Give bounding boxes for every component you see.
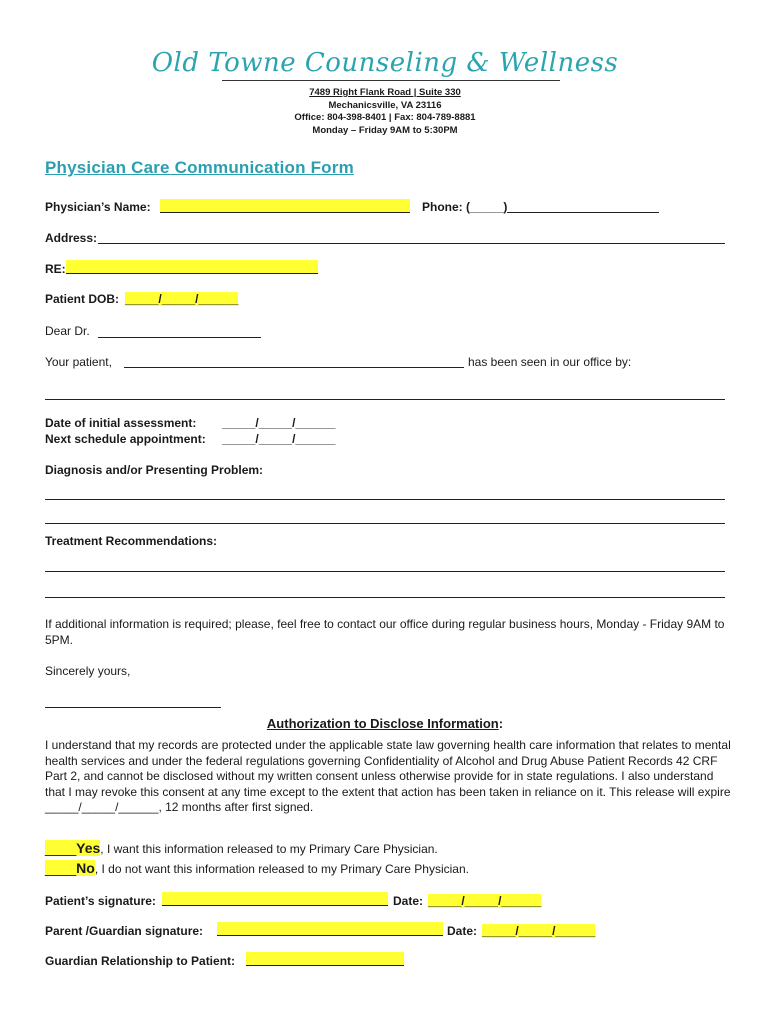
patient-date-label: Date: <box>393 894 424 908</box>
clinic-phone: Office: 804-398-8401 | Fax: 804-789-8881 <box>294 112 476 123</box>
guardian-date-label: Date: <box>447 924 478 938</box>
diagnosis-line-2[interactable] <box>45 510 725 524</box>
patient-signature-field[interactable] <box>162 892 388 906</box>
sincerely-text: Sincerely yours, <box>45 664 131 678</box>
patient-date-field[interactable]: _____/_____/______ <box>428 894 542 908</box>
no-word: No <box>76 860 95 876</box>
authorization-title: Authorization to Disclose Information: <box>266 716 504 731</box>
logo-underline <box>222 80 560 81</box>
guardian-date-field[interactable]: _____/_____/______ <box>482 924 596 938</box>
seen-by-text: has been seen in our office by: <box>468 355 632 369</box>
next-appointment-field[interactable]: _____/_____/______ <box>222 432 336 446</box>
contact-paragraph: If additional information is required; please, feel free to contact our office during regular business hours, Monday - Friday 9AM to 5PM. <box>45 617 725 647</box>
patient-dob-field[interactable]: _____/_____/______ <box>125 292 239 306</box>
doctor-name-field[interactable] <box>98 324 261 338</box>
phone-field[interactable] <box>507 199 659 213</box>
initial-assessment-label: Date of initial assessment: <box>45 416 197 430</box>
dear-doctor-label: Dear Dr. <box>45 324 90 338</box>
treatment-line-1[interactable] <box>45 558 725 572</box>
diagnosis-line-1[interactable] <box>45 486 725 500</box>
diagnosis-label: Diagnosis and/or Presenting Problem: <box>45 463 264 477</box>
guardian-signature-field[interactable] <box>217 922 443 936</box>
authorization-body: I understand that my records are protected under the applicable state law governing health care information that relates to mental health services and under the federal regulations governing Confidentiality of Alcohol and Drug Abuse Patient Records 42 CRF Part 2, and cannot be disclosed without my written consent unless otherwise provide for in state regulations. I also understand that I may revoke this consent at any time except to the extent that action has been taken in reliance on it. This release will expire _____/_____/______, 12 months after first signed. <box>45 738 731 814</box>
clinic-logo: Old Towne Counseling & Wellness <box>151 48 619 78</box>
address-field[interactable] <box>98 230 725 244</box>
patient-name-field[interactable] <box>124 354 464 368</box>
treatment-line-2[interactable] <box>45 584 725 598</box>
guardian-relationship-field[interactable] <box>246 952 404 966</box>
clinic-hours: Monday – Friday 9AM to 5:30PM <box>312 125 458 136</box>
no-option[interactable]: ____No, I do not want this information released to my Primary Care Physician. <box>45 860 469 876</box>
guardian-relationship-label: Guardian Relationship to Patient: <box>45 954 236 968</box>
treatment-label: Treatment Recommendations: <box>45 534 218 548</box>
next-appointment-label: Next schedule appointment: <box>45 432 206 446</box>
physician-name-field[interactable] <box>160 199 410 213</box>
your-patient-label: Your patient, <box>45 355 112 369</box>
seen-by-field[interactable] <box>45 386 725 400</box>
address-label: Address: <box>45 231 98 245</box>
guardian-signature-label: Parent /Guardian signature: <box>45 924 204 938</box>
signature-line[interactable] <box>45 694 221 708</box>
initial-assessment-field[interactable]: _____/_____/______ <box>222 416 336 430</box>
re-field[interactable] <box>66 260 318 274</box>
clinic-city: Mechanicsville, VA 23116 <box>328 100 442 111</box>
patient-signature-label: Patient’s signature: <box>45 894 156 908</box>
physician-name-label: Physician’s Name: <box>45 200 151 214</box>
re-label: RE: <box>45 262 66 276</box>
yes-option[interactable]: ____Yes, I want this information released to my Primary Care Physician. <box>45 840 438 856</box>
yes-word: Yes <box>76 840 101 856</box>
yes-text: , I want this information released to my Primary Care Physician. <box>100 842 438 856</box>
no-text: , I do not want this information released to my Primary Care Physician. <box>94 862 469 876</box>
patient-dob-label: Patient DOB: <box>45 292 120 306</box>
clinic-address: 7489 Right Flank Road | Suite 330 <box>309 87 461 98</box>
form-title: Physician Care Communication Form <box>45 158 354 177</box>
phone-label: Phone: (_____) <box>422 200 508 214</box>
